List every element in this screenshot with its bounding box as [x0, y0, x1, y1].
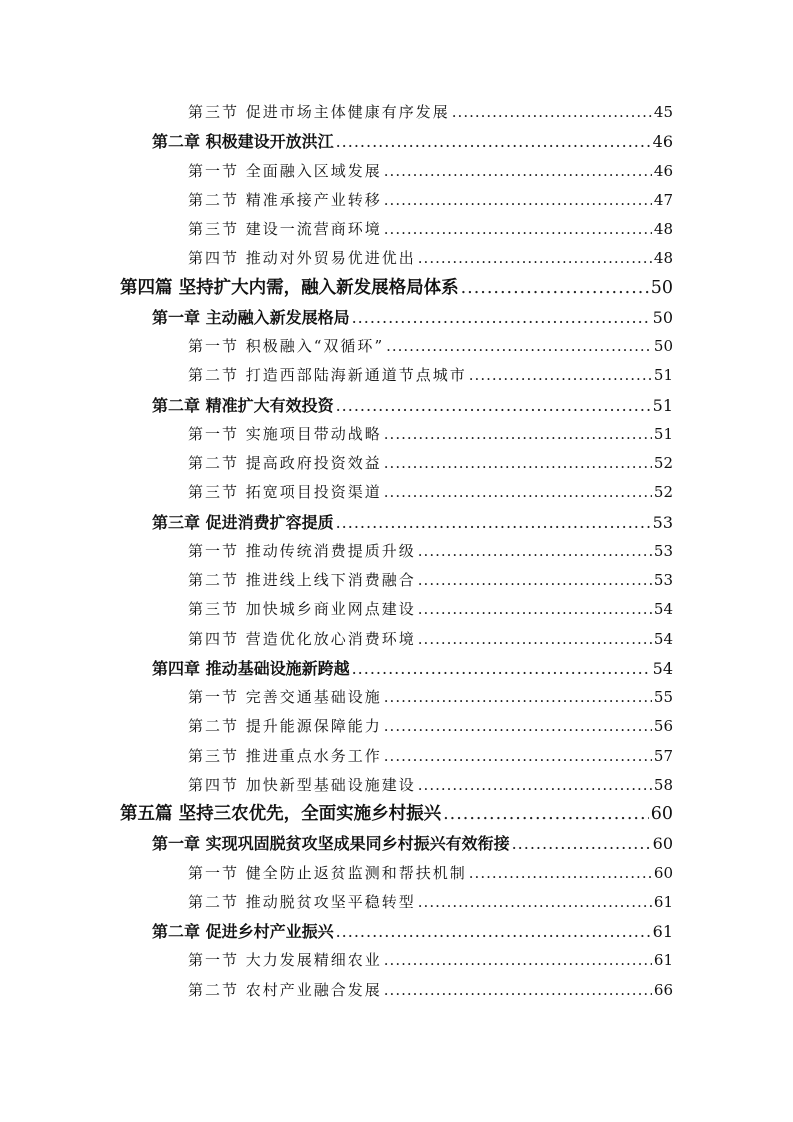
toc-part-row[interactable]: [120, 274, 673, 303]
dot-leader: [384, 946, 652, 975]
toc-page-number: 47: [653, 190, 673, 209]
toc-entry-title: 第四章 推动基础设施新跨越: [152, 658, 350, 678]
toc-page-number: 52: [653, 454, 673, 472]
toc-section-row[interactable]: [188, 976, 673, 1005]
toc-entry-title: 第二节 打造西部陆海新通道节点城市: [188, 366, 467, 385]
toc-entry-title: 第三节 推进重点水务工作: [188, 746, 382, 765]
toc-chapter-row[interactable]: [152, 303, 673, 332]
toc-section-row[interactable]: [188, 332, 673, 361]
toc-entry-title: 第三节 建设一流营商环境: [188, 220, 382, 238]
toc-section-row[interactable]: [188, 449, 673, 478]
toc-entry-title: 第五篇 坚持三农优先，全面实施乡村振兴: [120, 804, 442, 824]
toc-section-row[interactable]: [188, 859, 673, 888]
toc-page-number: 48: [653, 249, 673, 268]
toc-section-row[interactable]: [188, 215, 673, 244]
dot-leader: [384, 712, 652, 741]
dot-leader: [469, 361, 652, 390]
toc-page-number: 54: [652, 658, 673, 678]
dot-leader: [461, 274, 649, 303]
toc-section-row[interactable]: [188, 420, 673, 449]
dot-leader: [384, 449, 652, 478]
toc-page-number: 54: [653, 600, 673, 619]
dot-leader: [418, 566, 652, 595]
dot-leader: [443, 800, 649, 829]
toc-entry-title: 第二章 积极建设开放洪江: [152, 132, 334, 152]
toc-page-number: 66: [653, 980, 673, 999]
toc-page-number: 58: [653, 775, 673, 794]
toc-section-row[interactable]: [188, 712, 673, 741]
toc-chapter-row[interactable]: [152, 508, 673, 537]
toc-page-number: 60: [653, 863, 673, 882]
toc-section-row[interactable]: [188, 186, 673, 215]
dot-leader: [384, 976, 652, 1005]
dot-leader: [384, 683, 652, 712]
toc-page-number: 56: [653, 717, 673, 736]
toc-part-row[interactable]: [120, 800, 673, 829]
dot-leader: [418, 888, 652, 917]
dot-leader: [418, 625, 652, 654]
toc-entry-title: 第四篇 坚持扩大内需，融入新发展格局体系: [120, 277, 459, 298]
toc-page-number: 46: [652, 132, 673, 152]
toc-page-number: 61: [653, 892, 673, 911]
toc-page-number: 54: [653, 629, 673, 648]
toc-entry-title: 第三节 促进市场主体健康有序发展: [188, 103, 450, 121]
dot-leader: [452, 98, 652, 127]
toc-section-row[interactable]: [188, 595, 673, 624]
toc-section-row[interactable]: [188, 771, 673, 800]
toc-entry-title: 第一节 推动传统消费提质升级: [188, 541, 416, 560]
toc-page-number: 51: [653, 366, 673, 385]
toc-section-row[interactable]: [188, 625, 673, 654]
dot-leader: [384, 742, 652, 771]
toc-page-number: 46: [653, 161, 673, 180]
toc-entry-title: 第二节 推动脱贫攻坚平稳转型: [188, 892, 416, 911]
dot-leader: [469, 859, 652, 888]
toc-page-number: 57: [653, 746, 673, 765]
toc-section-row[interactable]: [188, 157, 673, 186]
toc-entry-title: 第一节 完善交通基础设施: [188, 688, 382, 706]
toc-entry-title: 第二章 促进乡村产业振兴: [152, 922, 334, 941]
toc-entry-title: 第一节 实施项目带动战略: [188, 424, 382, 443]
toc-entry-title: 第一章 主动融入新发展格局: [152, 307, 350, 327]
toc-page-number: 53: [652, 512, 673, 532]
toc-section-row[interactable]: [188, 946, 673, 975]
toc-entry-title: 第二节 精准承接产业转移: [188, 190, 382, 209]
toc-entry-title: 第二章 精准扩大有效投资: [152, 395, 334, 415]
dot-leader: [336, 391, 651, 420]
toc-page-number: 51: [653, 424, 673, 443]
toc-entry-title: 第二节 提高政府投资效益: [188, 454, 382, 472]
toc-entry-title: 第一节 积极融入“双循环”: [188, 337, 385, 355]
toc-entry-title: 第一节 大力发展精细农业: [188, 951, 382, 970]
dot-leader: [336, 508, 651, 537]
toc-section-row[interactable]: [188, 566, 673, 595]
dot-leader: [384, 157, 652, 186]
toc-entry-title: 第三章 促进消费扩容提质: [152, 512, 334, 532]
dot-leader: [418, 771, 652, 800]
toc-page-number: 50: [653, 337, 673, 355]
dot-leader: [352, 303, 651, 332]
toc-page-number: 48: [653, 220, 673, 238]
toc-page-number: 50: [650, 277, 673, 298]
toc-page-number: 45: [653, 103, 673, 121]
toc-page-number: 60: [650, 804, 673, 824]
dot-leader: [418, 244, 652, 273]
toc-entry-title: 第一节 全面融入区域发展: [188, 161, 382, 180]
toc-page-number: 50: [652, 307, 673, 327]
toc-chapter-row[interactable]: [152, 829, 673, 858]
toc-section-row[interactable]: [188, 478, 673, 507]
dot-leader: [512, 829, 651, 858]
toc-entry-title: 第三节 加快城乡商业网点建设: [188, 600, 416, 619]
toc-page-number: 51: [652, 395, 673, 415]
toc-page-number: 55: [653, 688, 673, 706]
toc-page-number: 52: [653, 483, 673, 502]
dot-leader: [384, 215, 652, 244]
toc-page-number: 53: [653, 541, 673, 560]
toc-page-number: 53: [653, 571, 673, 589]
toc-entry-title: 第四节 加快新型基础设施建设: [188, 775, 416, 794]
dot-leader: [352, 654, 651, 683]
dot-leader: [418, 595, 652, 624]
toc-section-row[interactable]: [188, 361, 673, 390]
toc-entry-title: 第一章 实现巩固脱贫攻坚成果同乡村振兴有效衔接: [152, 834, 510, 854]
toc-section-row[interactable]: [188, 537, 673, 566]
dot-leader: [336, 917, 651, 946]
toc-entry-title: 第二节 提升能源保障能力: [188, 717, 382, 736]
toc-entry-title: 第四节 推动对外贸易优进优出: [188, 249, 416, 268]
toc-section-row[interactable]: [188, 244, 673, 273]
toc-entry-title: 第一节 健全防止返贫监测和帮扶机制: [188, 863, 467, 882]
toc-entry-title: 第二节 农村产业融合发展: [188, 980, 382, 999]
toc-entry-title: 第四节 营造优化放心消费环境: [188, 629, 416, 648]
dot-leader: [384, 186, 652, 215]
toc-entry-title: 第三节 拓宽项目投资渠道: [188, 483, 382, 502]
dot-leader: [418, 537, 652, 566]
toc-page-number: 61: [652, 922, 673, 941]
toc-section-row[interactable]: [188, 742, 673, 771]
toc-chapter-row[interactable]: [152, 391, 673, 420]
dot-leader: [384, 478, 652, 507]
toc-section-row[interactable]: [188, 888, 673, 917]
toc-chapter-row[interactable]: [152, 127, 673, 156]
toc-page-number: 61: [653, 951, 673, 970]
toc-page-number: 60: [652, 834, 673, 854]
toc-section-row[interactable]: [188, 683, 673, 712]
toc-chapter-row[interactable]: [152, 917, 673, 946]
dot-leader: [336, 127, 651, 156]
toc-chapter-row[interactable]: [152, 654, 673, 683]
toc-entry-title: 第二节 推进线上线下消费融合: [188, 571, 416, 589]
dot-leader: [384, 420, 652, 449]
toc-section-row[interactable]: [188, 98, 673, 127]
dot-leader: [386, 332, 652, 361]
